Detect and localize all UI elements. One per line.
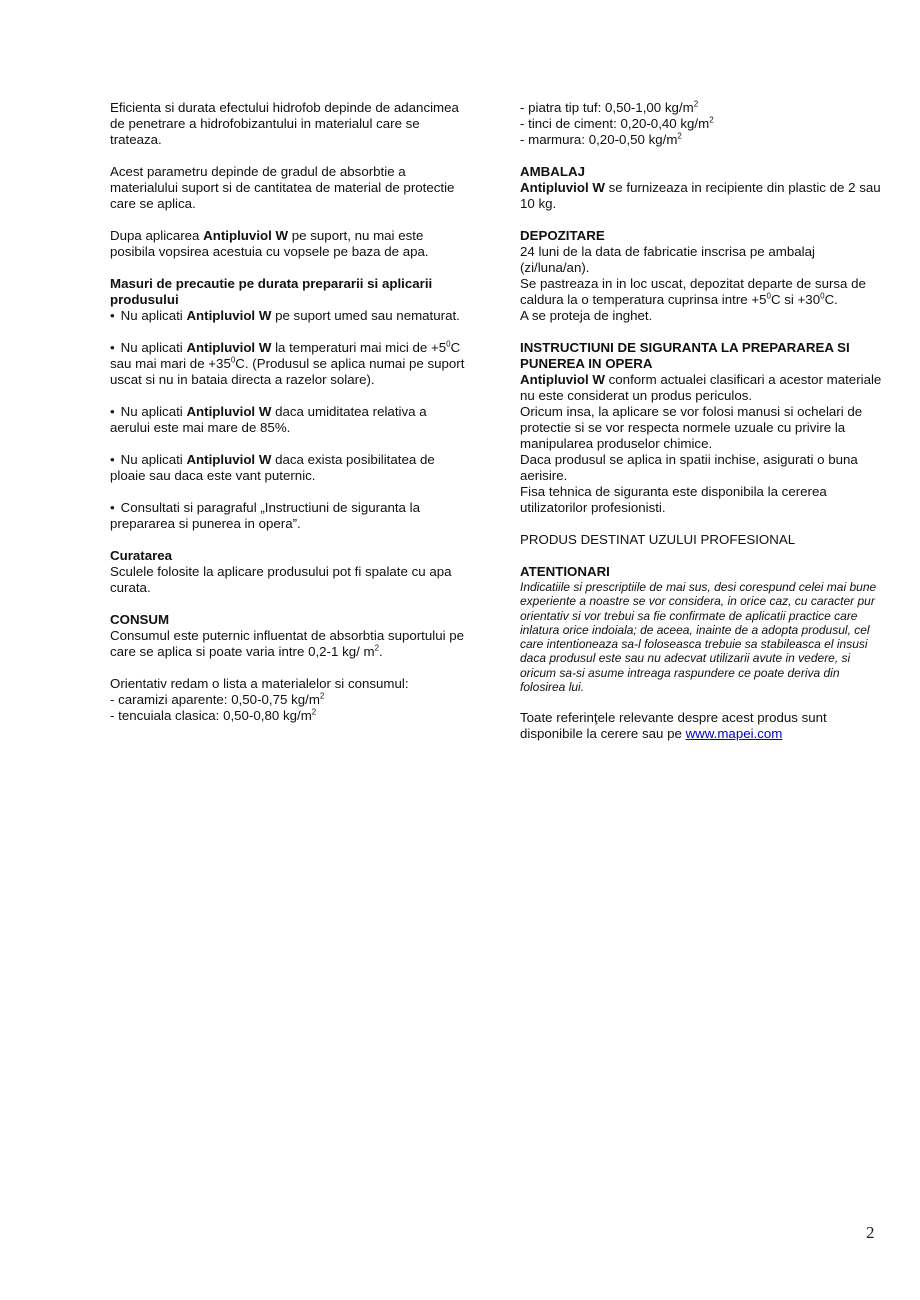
consumption-list (110, 676, 470, 724)
text: - marmura: 0,20-0,50 kg/m (520, 132, 678, 147)
bullet-item (110, 308, 470, 324)
text: conform actualei clasificari a acestor materiale nu este considerat un produs periculos. (520, 372, 882, 403)
text: - caramizi aparente: 0,50-0,75 kg/m (110, 692, 320, 707)
storage-section (520, 228, 885, 324)
paragraph-hydrophobic-effect: Eficienta si durata efectului hidrofob depinde de adancimea de penetrare a hidrofobizantului in materialul care se trateaza. (110, 100, 459, 147)
product-name: Antipluviol W (520, 180, 605, 195)
bullet-item (110, 340, 470, 388)
text: - tencuiala clasica: 0,50-0,80 kg/m (110, 708, 312, 723)
paragraph-painting (110, 228, 470, 260)
cleaning-text: Sculele folosite la aplicare produsului pot fi spalate cu apa curata. (110, 564, 452, 595)
superscript: 2 (677, 131, 682, 141)
warnings-section (520, 564, 885, 694)
safety-ventilation: Daca produsul se aplica in spatii inchise, asigurati o buna aerisire. (520, 452, 858, 483)
bullet-item (110, 404, 470, 436)
text: se furnizeaza in recipiente din plastic de 2 sau 10 kg. (520, 180, 881, 211)
text: pe suport umed sau nematurat. (271, 308, 460, 323)
superscript: 2 (693, 99, 699, 109)
storage-frost: A se proteja de inghet. (520, 308, 653, 323)
text: C. (Produsul se aplica numai pe suport uscat si nu in bataia directa a razelor solare). (110, 356, 465, 387)
bullet-icon: • (110, 340, 115, 355)
safety-section (520, 340, 885, 516)
product-name: Antipluviol W (186, 340, 272, 355)
text: . (379, 644, 383, 659)
product-name: Antipluviol W (186, 404, 272, 419)
text: Consultati si paragraful „Instructiuni de siguranta la prepararea si punerea in opera”. (110, 500, 420, 531)
product-name: Antipluviol W (186, 452, 272, 467)
packaging-section (520, 164, 885, 212)
cleaning-section (110, 548, 470, 596)
bullet-icon: • (110, 308, 115, 323)
bullet-icon: • (110, 500, 115, 515)
text: Nu aplicati (120, 340, 187, 355)
consumption-item (520, 116, 885, 132)
product-name: Antipluviol W (186, 308, 272, 323)
text: - tinci de ciment: 0,20-0,40 kg/m (520, 116, 710, 131)
page-number: 2 (866, 1223, 875, 1242)
consumption-item (110, 692, 470, 708)
warnings-text: Indicatiile si prescriptiile de mai sus, desi corespund celei mai bune experiente a noastre se vor considera, in orice caz, cu caracter pur orientativ si vor trebui sa fie confirmate de aplicatii practice care inlatura orice indoiala; de aceea, inainte de a adopta produsul, cel care intentioneaza sa-l foloseasca trebuie sa stabileasca el insusi daca produsul este sau nu adecvat utilizarii avute in vedere, si oricum sa-si asume intreaga raspundere ce poate deriva din folosirea lui. (520, 580, 877, 695)
superscript: 0 (230, 355, 236, 365)
section-heading-precautions: Masuri de precautie pe durata prepararii si aplicarii produsului (110, 276, 433, 307)
superscript: 2 (319, 691, 325, 701)
safety-classification (520, 372, 885, 404)
consumption-item (520, 100, 885, 116)
text: Consumul este puternic influentat de absorbtia suportului pe care se aplica si poate varia intre 0,2-1 kg/ m (110, 628, 465, 659)
superscript: 2 (311, 707, 317, 717)
text: Toate referinţele relevante despre acest produs sunt disponibile la cerere sau pe (520, 710, 827, 742)
superscript: 0 (766, 291, 771, 301)
product-name: Antipluviol W (520, 372, 605, 387)
text: C. (824, 292, 838, 307)
text: daca exista posibilitatea de ploaie sau daca este vant puternic. (110, 452, 435, 483)
storage-conditions (520, 276, 885, 308)
section-heading-consumption: CONSUM (110, 612, 170, 627)
bullet-icon: • (110, 404, 115, 419)
text: - piatra tip tuf: 0,50-1,00 kg/m (520, 100, 694, 115)
professional-use-notice: PRODUS DESTINAT UZULUI PROFESIONAL (520, 532, 796, 547)
superscript: 0 (820, 291, 825, 301)
text: C sau mai mari de +35 (110, 340, 461, 371)
text: C si +30 (770, 292, 821, 307)
superscript: 0 (446, 339, 451, 349)
consumption-list-continued (520, 100, 885, 148)
product-name: Antipluviol W (203, 228, 289, 243)
text: daca umiditatea relativa a aerului este mai mare de 85%. (110, 404, 427, 435)
superscript: 2 (374, 643, 380, 653)
text: Dupa aplicarea (110, 228, 204, 243)
storage-shelf-life: 24 luni de la data de fabricatie inscrisa pe ambalaj (zi/luna/an). (520, 244, 815, 275)
safety-protection: Oricum insa, la aplicare se vor folosi manusi si ochelari de protectie si se vor respecta normele uzuale cu privire la manipularea produselor chimice. (520, 404, 863, 451)
text: Nu aplicati (120, 452, 187, 467)
consumption-section (110, 612, 470, 660)
right-column (520, 100, 885, 758)
text: Nu aplicati (120, 308, 187, 323)
bullet-icon: • (110, 452, 115, 467)
superscript: 2 (709, 115, 714, 125)
consumption-list-intro: Orientativ redam o lista a materialelor si consumul: (110, 676, 409, 691)
text: Se pastreaza in in loc uscat, depozitat departe de sursa de caldura la o temperatura cuprinsa intre +5 (520, 276, 866, 307)
consumption-item (110, 708, 470, 724)
bullet-item (110, 500, 470, 532)
section-heading-cleaning: Curatarea (110, 548, 173, 563)
section-heading-safety: INSTRUCTIUNI DE SIGURANTA LA PREPARAREA SI PUNEREA IN OPERA (520, 340, 850, 371)
left-column (110, 100, 470, 724)
precautions-section (110, 276, 470, 324)
references-paragraph (520, 710, 885, 742)
mapei-website-link[interactable]: www.mapei.com (685, 726, 783, 742)
consumption-item (520, 132, 885, 148)
paragraph-absorption: Acest parametru depinde de gradul de absorbtie a materialului suport si de cantitatea de material de protectie care se aplica. (110, 164, 455, 211)
text: la temperaturi mai mici de +5 (271, 340, 447, 355)
text: Nu aplicati (120, 404, 187, 419)
section-heading-packaging: AMBALAJ (520, 164, 586, 179)
section-heading-storage: DEPOZITARE (520, 228, 605, 243)
safety-datasheet: Fisa tehnica de siguranta este disponibila la cererea utilizatorilor profesionisti. (520, 484, 827, 515)
bullet-item (110, 452, 470, 484)
section-heading-warnings: ATENTIONARI (520, 564, 610, 579)
text: pe suport, nu mai este posibila vopsirea acestuia cu vopsele pe baza de apa. (110, 228, 429, 259)
